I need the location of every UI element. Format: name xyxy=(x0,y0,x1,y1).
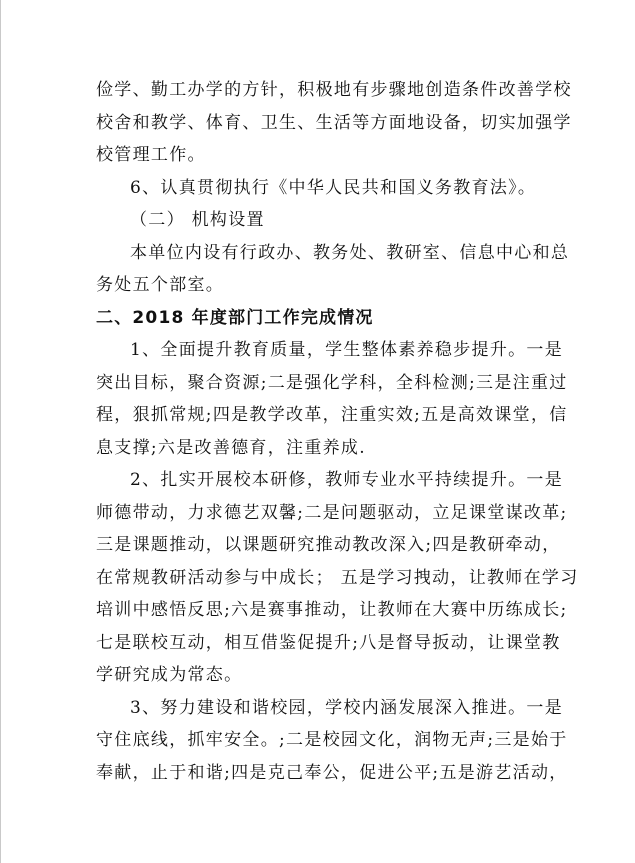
paragraph-line: 校管理工作。 xyxy=(96,145,206,165)
paragraph-line: 校舍和教学、体育、卫生、生活等方面地设备，切实加强学 xyxy=(96,112,572,133)
subsection-heading: （二） 机构设置 xyxy=(130,210,265,230)
paragraph-line: 2、扎实开展校本研修，教师专业水平持续提升。一是 xyxy=(130,470,564,490)
paragraph-line: 本单位内设有行政办、教务处、教研室、信息中心和总 xyxy=(130,242,570,263)
paragraph-line: 守住底线，抓牢安全。;二是校园文化，润物无声;三是始于 xyxy=(96,730,568,750)
paragraph-line: 俭学、勤工办学的方针，积极地有步骤地创造条件改善学校 xyxy=(96,80,572,100)
paragraph-line: 3、努力建设和谐校园，学校内涵发展深入推进。一是 xyxy=(130,697,564,718)
paragraph-line: 6、认真贯彻执行《中华人民共和国义务教育法》。 xyxy=(130,177,537,198)
paragraph-line: 学研究成为常态。 xyxy=(96,665,243,685)
paragraph-line: 在常规教研活动参与中成长； 五是学习拽动，让教师在学习 xyxy=(96,567,579,588)
paragraph-line: 培训中感悟反思;六是赛事推动，让教师在大赛中历练成长; xyxy=(96,600,568,620)
paragraph-line: 三是课题推动，以课题研究推动教改深入;四是教研牵动， xyxy=(96,535,561,555)
paragraph-line: 1、全面提升教育质量，学生整体素养稳步提升。一是 xyxy=(130,340,564,360)
paragraph-line: 息支撑;六是改善德育，注重养成. xyxy=(96,437,366,458)
page-left-edge xyxy=(0,0,1,863)
paragraph-line: 七是联校互动，相互借鉴促提升;八是督导扳动，让课堂教 xyxy=(96,632,561,653)
paragraph-line: 务处五个部室。 xyxy=(96,275,225,295)
paragraph-line: 师德带动，力求德艺双馨;二是问题驱动，立足课堂谋改革; xyxy=(96,502,568,523)
paragraph-line: 突出目标，聚合资源;二是强化学科，全科检测;三是注重过 xyxy=(96,372,568,393)
document-body xyxy=(96,74,579,789)
section-heading: 二、2018 年度部门工作完成情况 xyxy=(96,307,374,328)
paragraph-line: 程，狠抓常规;四是教学改革，注重实效;五是高效课堂，信 xyxy=(96,405,568,425)
paragraph-line: 奉献，止于和谐;四是克己奉公，促进公平;五是游艺活动， xyxy=(96,762,568,783)
